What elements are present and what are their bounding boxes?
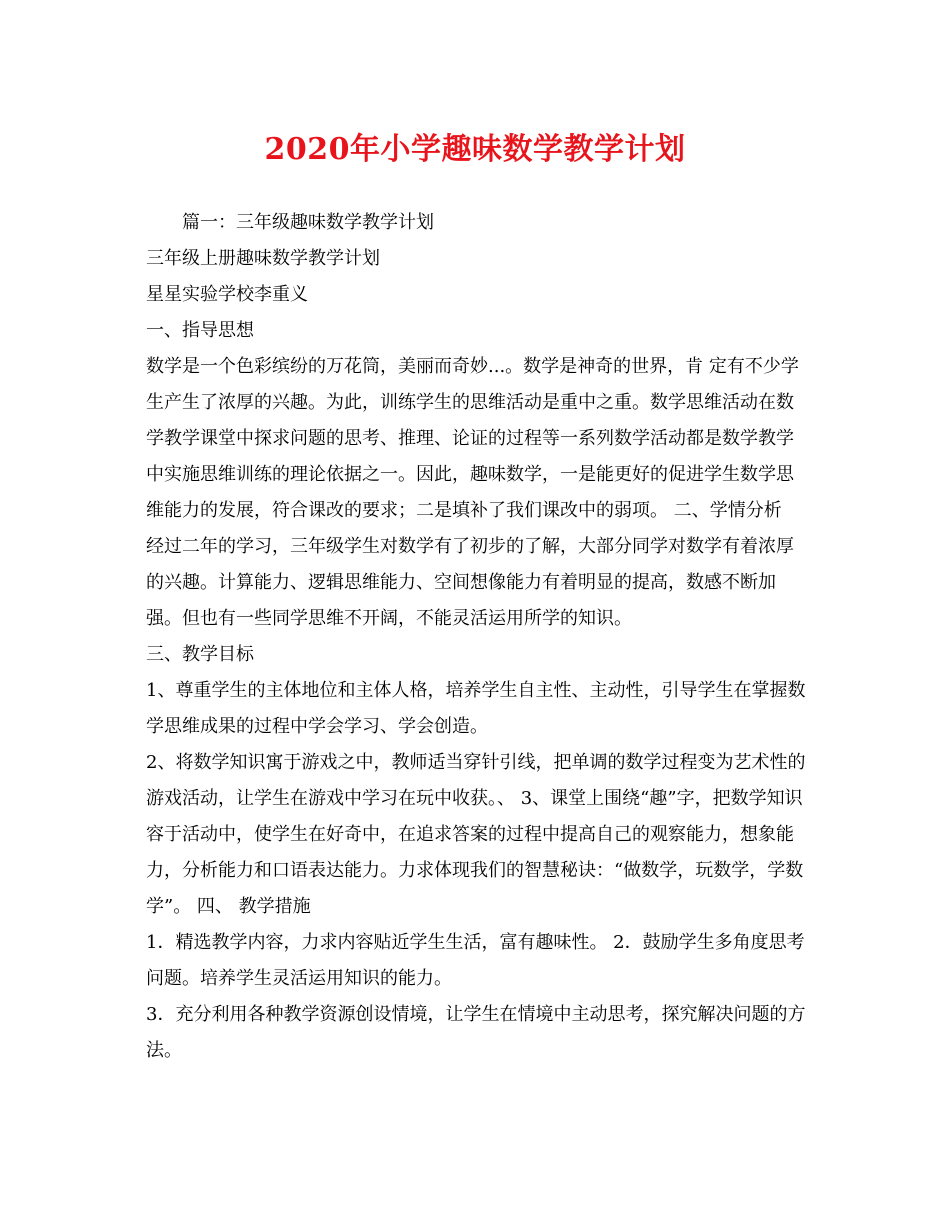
document-title: 2020年小学趣味数学教学计划	[264, 132, 686, 167]
author-line: 星星实验学校李重义	[146, 284, 308, 305]
document-body	[146, 205, 810, 1069]
heading-guiding-ideas: 一、指导思想	[146, 320, 254, 341]
section-heading-part-one: 篇一：三年级趣味数学教学计划	[182, 212, 434, 233]
paragraph-measure-3: 3．充分利用各种教学资源创设情境，让学生在情境中主动思考，探究解决问题的方法。	[146, 1004, 806, 1061]
paragraph-goal-1: 1、尊重学生的主体地位和主体人格，培养学生自主性、主动性，引导学生在掌握数学思维成果的过程中学会学习、学会创造。	[146, 680, 806, 737]
paragraph-measures-1-2: 1．精选教学内容，力求内容贴近学生生活，富有趣味性。 2．鼓励学生多角度思考问题。培养学生灵活运用知识的能力。	[146, 932, 805, 989]
paragraph-guiding-ideas: 数学是一个色彩缤纷的万花筒，美丽而奇妙...。数学是神奇的世界，肯 定有不少学生产生了浓厚的兴趣。为此，训练学生的思维活动是重中之重。数学思维活动在数学教学课堂中探求问题的思考、推理、论证的过程等一系列数学活动都是数学教学中实施思维训练的理论依据之一。因此，趣味数学，一是能更好的促进学生数学思维能力的发展，符合课改的要求；二是填补了我们课改中的弱项。 二、学情分析	[146, 356, 799, 521]
heading-teaching-goals: 三、教学目标	[146, 644, 254, 665]
paragraph-goal-2-3: 2、将数学知识寓于游戏之中，教师适当穿针引线，把单调的数学过程变为艺术性的游戏活动，让学生在游戏中学习在玩中收获。、 3、课堂上围绕“趣”字，把数学知识容于活动中，使学生在好奇中，在追求答案的过程中提高自己的观察能力，想象能力，分析能力和口语表达能力。力求体现我们的智慧秘诀：“做数学，玩数学，学数学”。 四、 教学措施	[146, 752, 806, 917]
paragraph-student-analysis: 经过二年的学习，三年级学生对数学有了初步的了解，大部分同学对数学有着浓厚的兴趣。计算能力、逻辑思维能力、空间想像能力有着明显的提高，数感不断加强。但也有一些同学思维不开阔，不能灵活运用所学的知识。	[146, 536, 794, 629]
plan-subtitle: 三年级上册趣味数学教学计划	[146, 248, 380, 269]
